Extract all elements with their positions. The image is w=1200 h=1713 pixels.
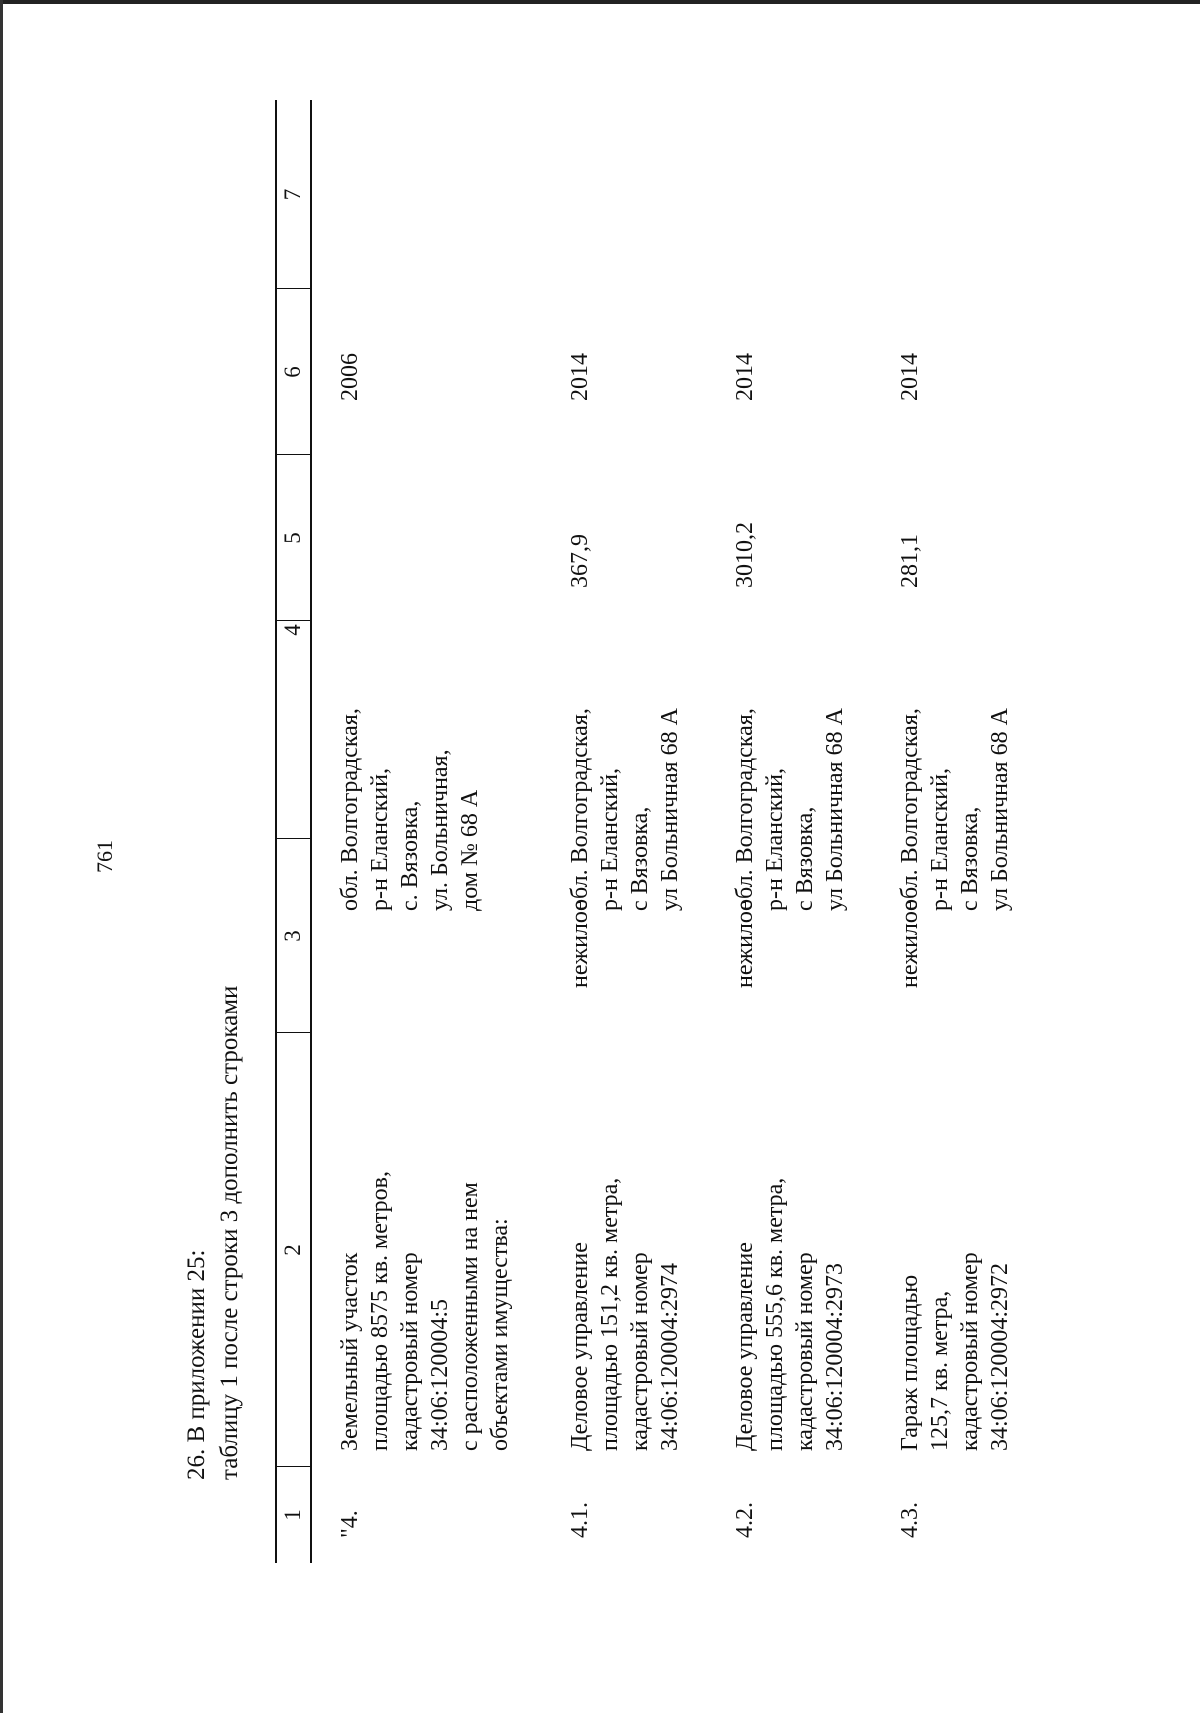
description-line: 34:06:120004:2972 (987, 1262, 1013, 1451)
address-line: с. Вязовка, (397, 800, 423, 911)
row-4-2-address (730, 708, 850, 911)
address-line: обл. Волгоградская, (567, 708, 593, 911)
row-4-2-year: 2014 (732, 353, 758, 401)
row-4-description (335, 1171, 515, 1451)
row-4-2-number: 4.2. (732, 1502, 758, 1538)
column-header-5: 5 (280, 532, 305, 544)
address-line: с Вязовка, (627, 806, 653, 911)
description-line: 34:06:120004:5 (427, 1298, 453, 1451)
description-line: площадью 151,2 кв. метра, (597, 1177, 623, 1451)
column-header-6: 6 (280, 366, 305, 378)
address-line: обл. Волгоградская, (897, 708, 923, 911)
row-4-2-area: 3010,2 (732, 522, 758, 588)
address-line: обл. Волгоградская, (732, 708, 758, 911)
row-4-3-type: нежилое (897, 900, 923, 988)
amendment-intro (180, 986, 246, 1480)
description-line: Земельный участок (337, 1252, 363, 1451)
row-4-3-number: 4.3. (897, 1502, 923, 1538)
row-4-2-description (730, 1178, 850, 1451)
page-number: 761 (92, 840, 117, 873)
row-4-1-description (565, 1178, 685, 1451)
description-line: с расположенными на нем (457, 1182, 483, 1451)
row-4-1-number: 4.1. (567, 1502, 593, 1538)
description-line: кадастровый номер (792, 1252, 818, 1451)
row-4-3-area: 281,1 (897, 534, 923, 588)
address-line: ул. Больничная, (427, 749, 453, 911)
column-header-3: 3 (280, 930, 305, 942)
row-4-2-type: нежилое (732, 900, 758, 988)
description-line: 125,7 кв. метра, (927, 1290, 953, 1451)
address-line: р-н Еланский, (927, 768, 953, 911)
address-line: обл. Волгоградская, (337, 708, 363, 911)
row-4-address (335, 708, 485, 911)
row-4-1-type: нежилое (567, 900, 593, 988)
description-line: 34:06:120004:2973 (822, 1262, 848, 1451)
table-header-bottom-rule (310, 100, 312, 1563)
address-line: дом № 68 А (457, 789, 483, 911)
description-line: 34:06:120004:2974 (657, 1262, 683, 1451)
column-header-2: 2 (280, 1244, 305, 1256)
row-4-1-year: 2014 (567, 353, 593, 401)
address-line: ул Больничная 68 А (987, 708, 1013, 911)
description-line: Деловое управление (567, 1242, 593, 1451)
address-line: ул Больничная 68 А (657, 708, 683, 911)
description-line: площадью 555,6 кв. метра, (762, 1177, 788, 1451)
column-header-1: 1 (280, 1509, 305, 1521)
description-line: площадью 8575 кв. метров, (367, 1171, 393, 1451)
description-line: кадастровый номер (397, 1252, 423, 1451)
row-4-number: "4. (337, 1510, 363, 1538)
column-header-7: 7 (280, 188, 305, 201)
row-4-3-address (895, 708, 1015, 911)
description-line: кадастровый номер (957, 1252, 983, 1451)
description-line: кадастровый номер (627, 1252, 653, 1451)
address-line: р-н Еланский, (367, 768, 393, 911)
column-header-4: 4 (280, 624, 305, 636)
intro-line-2: таблицу 1 после строки 3 дополнить строками (216, 985, 243, 1480)
address-line: р-н Еланский, (762, 768, 788, 911)
address-line: с Вязовка, (957, 806, 983, 911)
row-4-1-area: 367,9 (567, 534, 593, 588)
address-line: р-н Еланский, (597, 768, 623, 911)
intro-line-1: 26. В приложении 25: (183, 1249, 210, 1480)
address-line: ул Больничная 68 А (822, 708, 848, 911)
description-line: Гараж площадью (897, 1274, 923, 1451)
row-4-3-year: 2014 (897, 353, 923, 401)
address-line: с Вязовка, (792, 806, 818, 911)
row-4-year: 2006 (337, 353, 363, 401)
row-4-1-address (565, 708, 685, 911)
row-4-3-description (895, 1252, 1015, 1451)
description-line: Деловое управление (732, 1242, 758, 1451)
description-line: объектами имущества: (487, 1218, 513, 1451)
